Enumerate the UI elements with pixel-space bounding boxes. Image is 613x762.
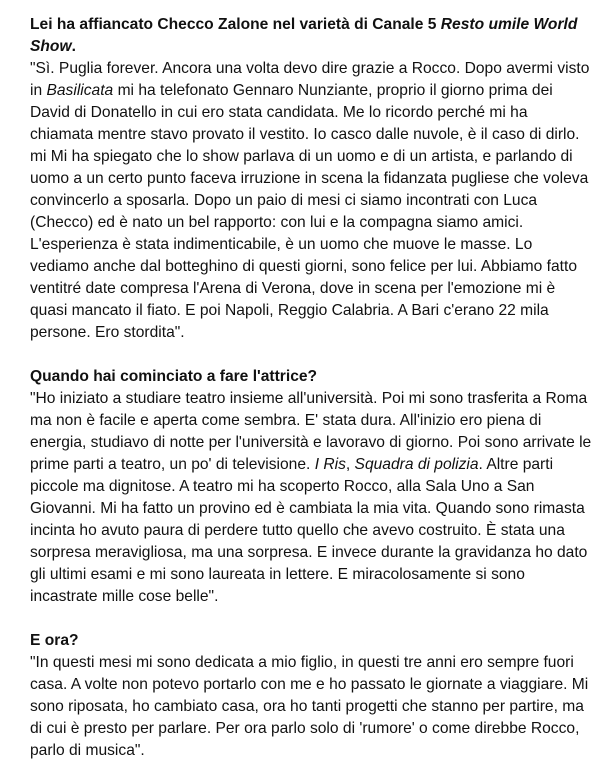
answer-text: "In questi mesi mi sono dedicata a mio figlio, in questi tre anni ero sempre fuori casa. A volte non potevo portarlo con me e ho passato le giornate a viaggiare. Mi sono riposata, ho cambiato casa, ora ho tanti progetti che stanno per partire, ma di cui è presto per parlare. Per ora parlo solo di 'rumore' o come direbbe Rocco, parlo di musica". bbox=[30, 654, 589, 759]
question-text: Lei ha affiancato Checco Zalone nel varietà di Canale 5 bbox=[30, 16, 441, 33]
qa-block-2 bbox=[30, 366, 595, 608]
answer-text: mi ha telefonato Gennaro Nunziante, proprio il giorno prima dei David di Donatello in cui ero stata candidata. Me lo ricordo perché mi ha chiamata mentre stavo provato il vestito. Io casco dalle nuvole, è il caso di dirlo. mi Mi ha spiegato che lo show parlava di un uomo e di un artista, e parlando di uomo a un certo punto faceva irruzione in scena la fidanzata pugliese che voleva convincerlo a sposarla. Dopo un paio di mesi ci siamo incontrati con Luca (Checco) ed è nato un bel rapporto: con lui e la compagna siamo amici. L'esperienza è stata indimenticabile, è un uomo che muove le masse. Lo vediamo anche dal botteghino di questi giorni, sono felice per lui. Abbiamo fatto ventitré date compresa l'Arena di Verona, dove in scena per l'emozione mi è quasi mancato il fiato. E poi Napoli, Reggio Calabria. A Bari c'erano 22 mila persone. Ero stordita". bbox=[30, 82, 589, 341]
answer-italic-text: Squadra di polizia bbox=[354, 456, 479, 473]
answer-paragraph bbox=[30, 652, 595, 762]
answer-italic-text: I Ris bbox=[314, 456, 346, 473]
qa-block-1 bbox=[30, 14, 595, 344]
answer-text: . Altre parti piccole ma dignitose. A teatro mi ha scoperto Rocco, alla Sala Uno a San Giovanni. Mi ha fatto un provino ed è cambiata la mia vita. Quando sono rimasta incinta ho avuto paura di perdere tutto quello che avevo costruito. È stata una sorpresa meravigliosa, ma una sorpresa. E invece durante la gravidanza ho dato gli ultimi esami e mi sono laureata in lettere. E miracolosamente si sono incastrate mille cose belle". bbox=[30, 456, 588, 605]
question-text: E ora? bbox=[30, 632, 79, 649]
answer-italic-text: Basilicata bbox=[46, 82, 114, 99]
answer-text: "Sì. Puglia forever. Ancora una volta devo dire grazie a Rocco. Dopo avermi visto in bbox=[30, 60, 590, 99]
answer-paragraph bbox=[30, 58, 595, 344]
show-title: Resto umile World Show bbox=[30, 16, 578, 55]
answer-text: , bbox=[345, 456, 355, 473]
question-text: . bbox=[71, 38, 76, 55]
answer-text: "Ho iniziato a studiare teatro insieme all'università. Poi mi sono trasferita a Roma ma non è facile e aperta come sembra. E' stata dura. All'inizio ero piena di energia, studiavo di notte per l'università e lavoravo di giorno. Poi sono arrivate le prime parti a teatro, un po' di televisione. bbox=[30, 390, 592, 473]
question-text: Quando hai cominciato a fare l'attrice? bbox=[30, 368, 318, 385]
qa-block-3 bbox=[30, 630, 595, 762]
question-heading bbox=[30, 14, 595, 58]
answer-paragraph bbox=[30, 388, 595, 608]
question-heading bbox=[30, 366, 595, 388]
question-heading bbox=[30, 630, 595, 652]
